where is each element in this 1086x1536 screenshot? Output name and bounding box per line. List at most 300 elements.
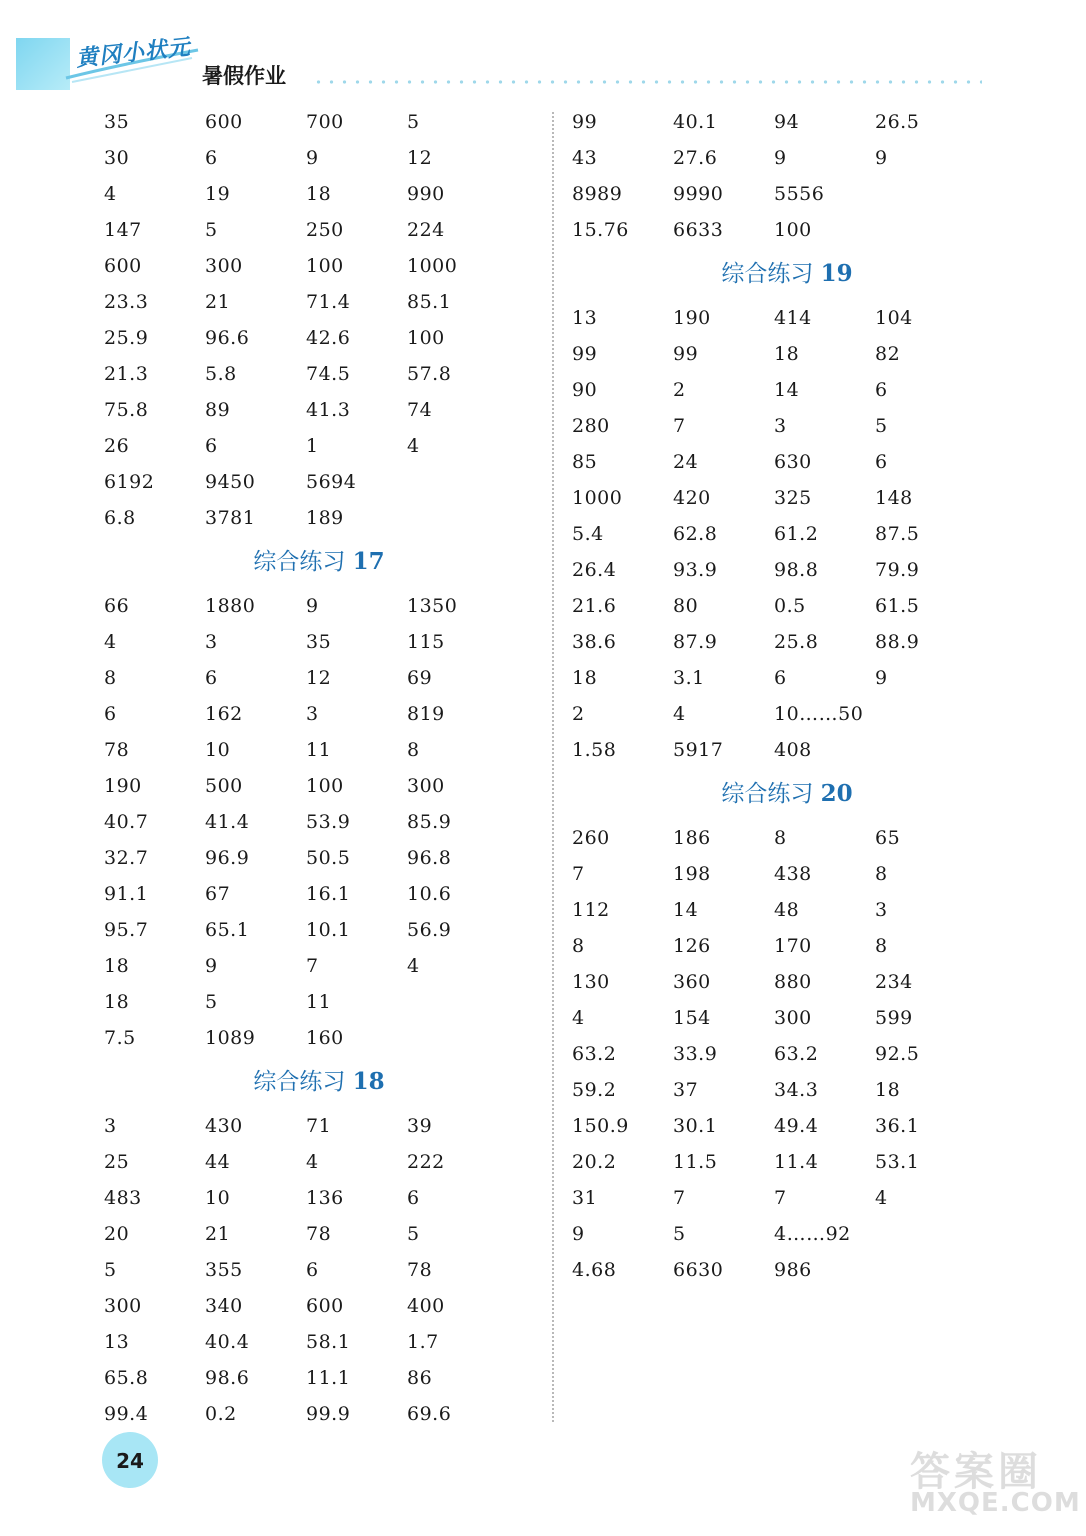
answer-cell: 23.3 [104,291,149,313]
answer-cell: 27.6 [673,147,718,169]
answer-cell: 21.3 [104,363,149,385]
answer-cell: 65.1 [205,919,250,941]
answer-cell: 61.2 [774,523,819,545]
answer-cell: 300 [774,1007,812,1029]
answer-row [572,964,992,1000]
answer-cell: 38.6 [572,631,617,653]
section-title-label: 综合练习 [721,261,814,287]
answer-cell: 24 [673,451,699,473]
answer-cell: 700 [306,111,344,133]
answer-cell: 12 [306,667,332,689]
answer-cell: 5 [205,991,218,1013]
answer-cell: 26.5 [875,111,920,133]
answer-cell: 8 [407,739,420,761]
answer-cell: 26 [104,435,130,457]
answer-cell: 11 [306,739,332,761]
answer-cell: 4 [572,1007,585,1029]
answer-cell: 104 [875,307,913,329]
answer-cell: 1.58 [572,739,617,761]
answer-row [104,1180,524,1216]
answer-cell: 82 [875,343,901,365]
answer-cell: 360 [673,971,711,993]
answer-cell: 20 [104,1223,130,1245]
answer-cell: 48 [774,899,800,921]
answer-cell: 160 [306,1027,344,1049]
answer-cell: 35 [306,631,332,653]
answer-row [104,1144,524,1180]
answer-cell: 62.8 [673,523,718,545]
answer-cell: 53.1 [875,1151,920,1173]
column-divider [552,112,554,1422]
answer-cell: 1350 [407,595,458,617]
answer-cell: 98.8 [774,559,819,581]
answer-cell: 3781 [205,507,256,529]
answer-row [572,1216,992,1252]
answer-cell: 99.4 [104,1403,149,1425]
answer-cell: 87.5 [875,523,920,545]
answer-cell: 96.8 [407,847,452,869]
answer-cell: 599 [875,1007,913,1029]
answer-row [572,408,992,444]
header-dotted-rule [312,80,982,84]
answer-cell: 7.5 [104,1027,136,1049]
answer-cell: 100 [306,775,344,797]
answer-cell: 170 [774,935,812,957]
answer-cell: 11.4 [774,1151,819,1173]
answer-cell: 50.5 [306,847,351,869]
section-title-label: 综合练习 [253,1069,346,1095]
answer-cell: 7 [673,1187,686,1209]
answer-cell: 100 [407,327,445,349]
answer-row [104,464,524,500]
answer-row [104,1396,524,1432]
answer-row [104,1252,524,1288]
answer-cell: 32.7 [104,847,149,869]
answer-cell: 198 [673,863,711,885]
answer-row [572,732,992,768]
answer-cell: 148 [875,487,913,509]
answer-cell: 126 [673,935,711,957]
answer-cell: 4……92 [774,1223,851,1245]
answer-cell: 18 [104,955,130,977]
answer-cell: 186 [673,827,711,849]
answer-cell: 40.4 [205,1331,250,1353]
answer-cell: 190 [104,775,142,797]
watermark-top-text: 答案圈 [910,1449,1042,1495]
answer-cell: 8 [774,827,787,849]
answer-cell: 30 [104,147,130,169]
answer-cell: 99 [572,343,598,365]
answer-cell: 71 [306,1115,332,1137]
answer-cell: 21 [205,291,231,313]
answer-row [104,284,524,320]
answer-row [572,892,992,928]
section-title-number: 17 [352,548,385,575]
answer-cell: 43 [572,147,598,169]
answer-cell: 66 [104,595,130,617]
answer-cell: 74.5 [306,363,351,385]
answer-row [104,104,524,140]
answer-cell: 85.1 [407,291,452,313]
answer-cell: 112 [572,899,610,921]
answer-cell: 80 [673,595,699,617]
answer-row [572,1252,992,1288]
answer-row [572,212,992,248]
answer-cell: 92.5 [875,1043,920,1065]
answer-cell: 94 [774,111,800,133]
answer-cell: 7 [774,1187,787,1209]
answer-cell: 6 [407,1187,420,1209]
answer-cell: 11.1 [306,1367,351,1389]
answer-cell: 30.1 [673,1115,718,1137]
answer-cell: 3.1 [673,667,705,689]
answer-row [104,768,524,804]
answer-cell: 63.2 [572,1043,617,1065]
answer-row [572,1036,992,1072]
answer-cell: 61.5 [875,595,920,617]
answer-cell: 340 [205,1295,243,1317]
answer-cell: 39 [407,1115,433,1137]
answer-row [104,1288,524,1324]
answer-cell: 37 [673,1079,699,1101]
answer-cell: 300 [104,1295,142,1317]
answer-cell: 0.5 [774,595,806,617]
answer-cell: 5917 [673,739,724,761]
book-title: 暑假作业 [202,64,286,88]
answer-cell: 93.9 [673,559,718,581]
answer-cell: 1 [306,435,319,457]
answer-cell: 819 [407,703,445,725]
answer-cell: 400 [407,1295,445,1317]
answer-cell: 14 [673,899,699,921]
left-answer-column [104,104,524,1432]
answer-cell: 25.9 [104,327,149,349]
answer-cell: 12 [407,147,433,169]
answer-row [572,1108,992,1144]
answer-cell: 99.9 [306,1403,351,1425]
answer-cell: 35 [104,111,130,133]
answer-row [572,660,992,696]
answer-cell: 67 [205,883,231,905]
answer-row [104,732,524,768]
answer-row [104,428,524,464]
answer-row [104,392,524,428]
answer-cell: 630 [774,451,812,473]
answer-row [572,1072,992,1108]
answer-cell: 136 [306,1187,344,1209]
answer-cell: 16.1 [306,883,351,905]
answer-row [572,1180,992,1216]
answer-cell: 6 [205,435,218,457]
answer-cell: 21.6 [572,595,617,617]
answer-cell: 79.9 [875,559,920,581]
answer-cell: 59.2 [572,1079,617,1101]
answer-cell: 300 [205,255,243,277]
answer-row [572,104,992,140]
answer-cell: 5 [104,1259,117,1281]
answer-cell: 6 [205,667,218,689]
answer-cell: 99 [572,111,598,133]
answer-row [572,588,992,624]
answer-cell: 162 [205,703,243,725]
answer-cell: 5694 [306,471,357,493]
answer-cell: 7 [306,955,319,977]
answer-cell: 10 [205,1187,231,1209]
answer-cell: 56.9 [407,919,452,941]
page-number: 24 [102,1432,158,1488]
answer-cell: 1000 [407,255,458,277]
answer-cell: 3 [306,703,319,725]
answer-cell: 95.7 [104,919,149,941]
answer-cell: 19 [205,183,231,205]
answer-cell: 0.2 [205,1403,237,1425]
answer-cell: 154 [673,1007,711,1029]
answer-row [104,660,524,696]
watermark [900,1440,1081,1530]
answer-cell: 91.1 [104,883,149,905]
answer-cell: 78 [104,739,130,761]
answer-cell: 3 [104,1115,117,1137]
answer-cell: 8989 [572,183,623,205]
answer-cell: 86 [407,1367,433,1389]
answer-cell: 42.6 [306,327,351,349]
answer-cell: 990 [407,183,445,205]
answer-cell: 130 [572,971,610,993]
answer-cell: 4 [306,1151,319,1173]
answer-row [572,820,992,856]
answer-cell: 90 [572,379,598,401]
answer-cell: 6 [875,451,888,473]
answer-cell: 18 [875,1079,901,1101]
answer-cell: 147 [104,219,142,241]
answer-cell: 5 [407,1223,420,1245]
answer-cell: 63.2 [774,1043,819,1065]
answer-cell: 78 [306,1223,332,1245]
section-title [572,248,1002,300]
answer-cell: 9 [774,147,787,169]
section-title-number: 19 [820,260,853,287]
answer-cell: 234 [875,971,913,993]
answer-cell: 58.1 [306,1331,351,1353]
answer-cell: 355 [205,1259,243,1281]
answer-cell: 224 [407,219,445,241]
answer-cell: 87.9 [673,631,718,653]
answer-cell: 8 [104,667,117,689]
answer-row [104,912,524,948]
answer-row [572,624,992,660]
answer-cell: 9 [875,147,888,169]
answer-row [572,928,992,964]
answer-cell: 1880 [205,595,256,617]
answer-cell: 115 [407,631,445,653]
answer-cell: 14 [774,379,800,401]
answer-cell: 26.4 [572,559,617,581]
answer-cell: 4 [407,955,420,977]
answer-row [572,176,992,212]
section-title-number: 18 [352,1068,385,1095]
answer-row [104,248,524,284]
answer-cell: 31 [572,1187,598,1209]
answer-cell: 6630 [673,1259,724,1281]
answer-cell: 2 [572,703,585,725]
answer-cell: 4 [104,631,117,653]
answer-cell: 21 [205,1223,231,1245]
answer-cell: 57.8 [407,363,452,385]
answer-cell: 408 [774,739,812,761]
answer-cell: 18 [104,991,130,1013]
answer-cell: 4 [673,703,686,725]
answer-cell: 75.8 [104,399,149,421]
answer-cell: 190 [673,307,711,329]
answer-cell: 600 [306,1295,344,1317]
answer-cell: 85 [572,451,598,473]
answer-cell: 4 [875,1187,888,1209]
answer-row [572,552,992,588]
answer-cell: 1.7 [407,1331,439,1353]
answer-cell: 150.9 [572,1115,629,1137]
answer-cell: 85.9 [407,811,452,833]
answer-cell: 1000 [572,487,623,509]
answer-cell: 99 [673,343,699,365]
section-title-number: 20 [820,780,853,807]
answer-cell: 41.3 [306,399,351,421]
answer-cell: 98.6 [205,1367,250,1389]
answer-row [104,840,524,876]
answer-cell: 69.6 [407,1403,452,1425]
answer-cell: 74 [407,399,433,421]
answer-row [572,300,992,336]
answer-cell: 189 [306,507,344,529]
answer-row [104,356,524,392]
answer-cell: 25 [104,1151,130,1173]
answer-cell: 6 [205,147,218,169]
answer-cell: 69 [407,667,433,689]
answer-cell: 280 [572,415,610,437]
section-title-label: 综合练习 [721,781,814,807]
answer-cell: 5.8 [205,363,237,385]
answer-cell: 483 [104,1187,142,1209]
answer-row [104,696,524,732]
answer-row [572,1144,992,1180]
answer-cell: 34.3 [774,1079,819,1101]
answer-cell: 9 [572,1223,585,1245]
answer-row [104,1324,524,1360]
answer-row [572,444,992,480]
answer-cell: 325 [774,487,812,509]
answer-row [104,176,524,212]
answer-cell: 7 [572,863,585,885]
answer-row [104,1216,524,1252]
answer-row [104,948,524,984]
answer-cell: 20.2 [572,1151,617,1173]
answer-cell: 986 [774,1259,812,1281]
answer-cell: 8 [572,935,585,957]
answer-cell: 18 [572,667,598,689]
answer-row [104,984,524,1020]
answer-cell: 880 [774,971,812,993]
answer-cell: 6192 [104,471,155,493]
answer-row [572,140,992,176]
answer-cell: 3 [774,415,787,437]
answer-row [104,500,524,536]
answer-cell: 6633 [673,219,724,241]
answer-row [104,320,524,356]
answer-cell: 414 [774,307,812,329]
answer-cell: 9 [306,147,319,169]
answer-cell: 438 [774,863,812,885]
answer-row [104,588,524,624]
answer-cell: 13 [572,307,598,329]
answer-cell: 100 [306,255,344,277]
answer-cell: 300 [407,775,445,797]
answer-cell: 96.9 [205,847,250,869]
answer-cell: 3 [205,631,218,653]
answer-cell: 5 [673,1223,686,1245]
answer-cell: 4.68 [572,1259,617,1281]
answer-cell: 4 [104,183,117,205]
right-answer-column [572,104,992,1288]
answer-row [104,1108,524,1144]
answer-cell: 41.4 [205,811,250,833]
page-header [0,0,1086,100]
answer-cell: 6 [774,667,787,689]
answer-cell: 6 [875,379,888,401]
brand-logo: 黄冈小状元 [74,35,192,72]
answer-cell: 18 [306,183,332,205]
section-title [572,768,1002,820]
answer-row [104,624,524,660]
answer-cell: 2 [673,379,686,401]
answer-row [104,212,524,248]
answer-cell: 13 [104,1331,130,1353]
answer-cell: 600 [205,111,243,133]
answer-cell: 15.76 [572,219,629,241]
answer-cell: 11 [306,991,332,1013]
answer-cell: 96.6 [205,327,250,349]
answer-cell: 9450 [205,471,256,493]
answer-cell: 6 [104,703,117,725]
answer-cell: 430 [205,1115,243,1137]
answer-cell: 10.6 [407,883,452,905]
section-title [104,1056,534,1108]
answer-cell: 25.8 [774,631,819,653]
answer-cell: 6 [306,1259,319,1281]
answer-cell: 49.4 [774,1115,819,1137]
section-title-label: 综合练习 [253,549,346,575]
answer-cell: 5 [875,415,888,437]
answer-cell: 9 [205,955,218,977]
answer-cell: 9 [306,595,319,617]
answer-cell: 36.1 [875,1115,920,1137]
answer-row [572,480,992,516]
answer-cell: 5556 [774,183,825,205]
answer-row [572,856,992,892]
answer-cell: 222 [407,1151,445,1173]
answer-cell: 1089 [205,1027,256,1049]
answer-cell: 420 [673,487,711,509]
answer-cell: 500 [205,775,243,797]
answer-row [572,516,992,552]
answer-row [104,1360,524,1396]
answer-cell: 9990 [673,183,724,205]
answer-cell: 40.7 [104,811,149,833]
answer-cell: 5.4 [572,523,604,545]
watermark-bottom-text: MXQE.COM [910,1488,1081,1518]
answer-cell: 8 [875,863,888,885]
answer-row [104,1020,524,1056]
answer-cell: 5 [205,219,218,241]
answer-row [104,140,524,176]
